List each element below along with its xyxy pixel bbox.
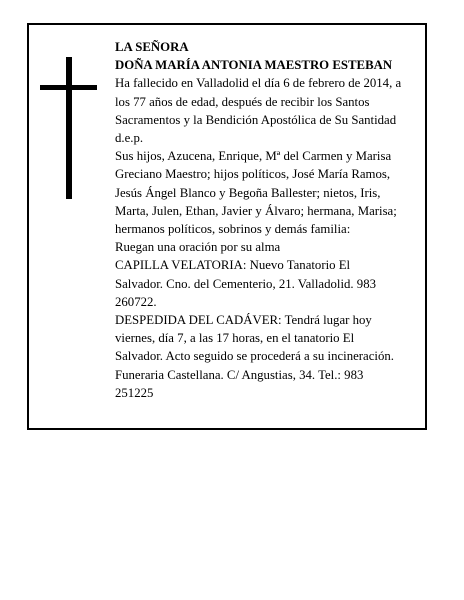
notice-body-line: CAPILLA VELATORIA: Nuevo Tanatorio El (115, 258, 351, 273)
notice-body-line: 251225 (115, 385, 154, 400)
notice-body-line: Ruegan una oración por su alma (115, 240, 281, 255)
notice-body-line: d.e.p. (115, 131, 144, 146)
notice-body-line: 260722. (115, 294, 157, 309)
notice-text (115, 38, 427, 402)
notice-body-line: Funeraria Castellana. C/ Angustias, 34. Tel.: 983 (115, 367, 364, 382)
notice-body-line: Ha fallecido en Valladolid el día 6 de febrero de 2014, a (115, 76, 402, 91)
notice-body-line: Sacramentos y la Bendición Apostólica de Su Santidad (115, 112, 397, 127)
notice-body-line: Salvador. Acto seguido se procederá a su incineración. (115, 349, 394, 364)
notice-body-line: Salvador. Cno. del Cementerio, 21. Valladolid. 983 (115, 276, 376, 291)
notice-body-line: viernes, día 7, a las 17 horas, en el tanatorio El (115, 331, 355, 346)
notice-title-line1: LA SEÑORA (115, 40, 189, 54)
notice-body-line: DESPEDIDA DEL CADÁVER: Tendrá lugar hoy (115, 313, 372, 328)
notice-body-line: Jesús Ángel Blanco y Begoña Ballester; nietos, Iris, (115, 185, 381, 200)
obituary-notice (27, 23, 427, 430)
notice-title-name: DOÑA MARÍA ANTONIA MAESTRO ESTEBAN (115, 58, 393, 73)
notice-body-line: los 77 años de edad, después de recibir los Santos (115, 94, 370, 109)
notice-body-line: Greciano Maestro; hijos políticos, José María Ramos, (115, 167, 391, 182)
cross-horizontal-bar (40, 85, 97, 90)
cross-vertical-bar (66, 57, 72, 199)
notice-body-line: hermanos políticos, sobrinos y demás familia: (115, 222, 351, 237)
notice-body-line: Sus hijos, Azucena, Enrique, Mª del Carmen y Marisa (115, 149, 392, 164)
notice-body-line: Marta, Julen, Ethan, Javier y Álvaro; hermana, Marisa; (115, 203, 397, 218)
